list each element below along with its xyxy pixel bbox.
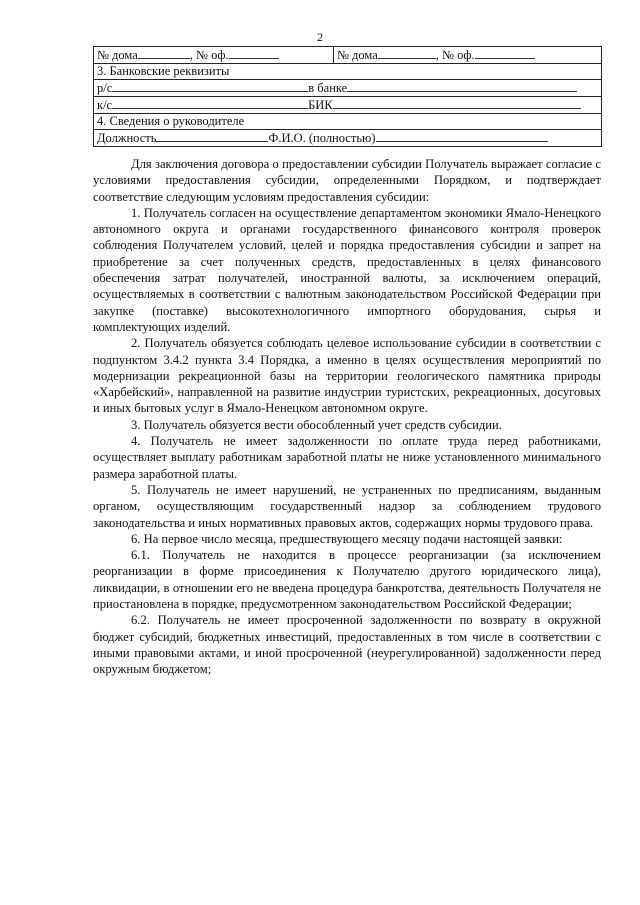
house-number-blank: [138, 47, 190, 59]
clause-4: 4. Получатель не имеет задолженности по оплате труда перед работниками, осуществляет выплату работникам заработной платы не ниже установленного минимального размера заработной платы.: [93, 434, 601, 481]
clause-1: 1. Получатель согласен на осуществление департаментом экономики Ямало-Ненецкого автономного округа и органами государственного финансового контроля проверок соблюдения Получателем условий, целей и порядка предоставления субсидии и запрет на приобретение за счет полученных средств, предоставленных в целях финансового обеспечения затрат получателей, иностранной валюты, за исключением операций, осуществляемых в соответствии с валютным законодательством Российской Федерации при закупке (поставке) высокотехнологичного импортного оборудования, сырья и комплектующих изделий.: [93, 205, 601, 334]
intro-paragraph: Для заключения договора о предоставлении субсидии Получатель выражает согласие с условиями предоставления субсидии, определенными Порядком, и подтверждает соответствие следующим условиям предоставления субсидии:: [93, 157, 601, 204]
bik-blank: [333, 97, 581, 109]
bank-section-row: [94, 64, 602, 80]
clause-6-1: 6.1. Получатель не находится в процессе реорганизации (за исключением реорганизации в форме присоединения к Получателю другого юридического лица), ликвидации, в отношении его не введена процедура банкротства, деятельность Получателя не приостановлена в порядке, предусмотренном законодательством Российской Федерации;: [93, 548, 601, 612]
full-name-blank: [376, 130, 548, 142]
position-blank: [156, 130, 268, 142]
office-number-label-2: , № оф.: [435, 48, 475, 62]
clause-2: 2. Получатель обязуется соблюдать целевое использование субсидии в соответствии с подпунктом 3.4.2 пункта 3.4 Порядка, а именно в целях осуществления мероприятий по модернизации рекреационной базы на территории геологического памятника природы «Харбейский», направленной на развитие индустрии туристских, рекреационных, досуговых и иных бытовых услуг в Ямало-Ненецком автономном округе.: [93, 336, 601, 416]
correspondent-account-row: [94, 97, 602, 114]
settlement-account-cell: [94, 80, 602, 97]
bik-label: БИК: [308, 98, 333, 112]
house-number-label: № дома: [97, 48, 138, 62]
correspondent-account-cell: [94, 97, 602, 114]
head-section-row: [94, 114, 602, 130]
head-section-heading: 4. Сведения о руководителе: [94, 114, 602, 130]
position-cell: [94, 130, 602, 147]
house-number-blank-2: [378, 47, 436, 59]
document-body: [93, 156, 601, 678]
position-row: [94, 130, 602, 147]
address-cell-right: [334, 47, 602, 64]
settlement-account-label: р/с: [97, 81, 113, 95]
clause-5: 5. Получатель не имеет нарушений, не устраненных по предписаниям, выданным органом, осуществляющим государственный надзор за соблюдением трудового законодательства и иных нормативных правовых актов, содержащих нормы трудового права.: [93, 482, 601, 530]
house-number-label-2: № дома: [337, 48, 378, 62]
office-number-blank-2: [475, 47, 535, 59]
bank-section-heading: 3. Банковские реквизиты: [94, 64, 602, 80]
address-row: [94, 47, 602, 64]
clause-6: 6. На первое число месяца, предшествующего месяцу подачи настоящей заявки:: [131, 531, 563, 546]
correspondent-account-label: к/с: [97, 98, 113, 112]
correspondent-account-blank: [112, 97, 308, 109]
clause-3: 3. Получатель обязуется вести обособленный учет средств субсидии.: [131, 417, 502, 432]
bank-name-label: в банке: [308, 81, 348, 95]
clause-6-2: 6.2. Получатель не имеет просроченной задолженности по возврату в окружной бюджет субсидий, бюджетных инвестиций, предоставленных в том числе в соответствии с иными правовыми актами, и иной просроченной (неурегулированной) задолженности перед окружным бюджетом;: [93, 613, 601, 677]
settlement-account-blank: [112, 80, 308, 92]
settlement-account-row: [94, 80, 602, 97]
full-name-label: Ф.И.О. (полностью): [268, 131, 376, 145]
office-number-label: , № оф.: [189, 48, 229, 62]
applicant-details-table: [93, 46, 602, 147]
bank-name-blank: [347, 80, 577, 92]
address-cell-left: [94, 47, 334, 64]
page-number: 2: [317, 30, 323, 44]
office-number-blank: [229, 47, 279, 59]
position-label: Должность: [97, 131, 157, 145]
